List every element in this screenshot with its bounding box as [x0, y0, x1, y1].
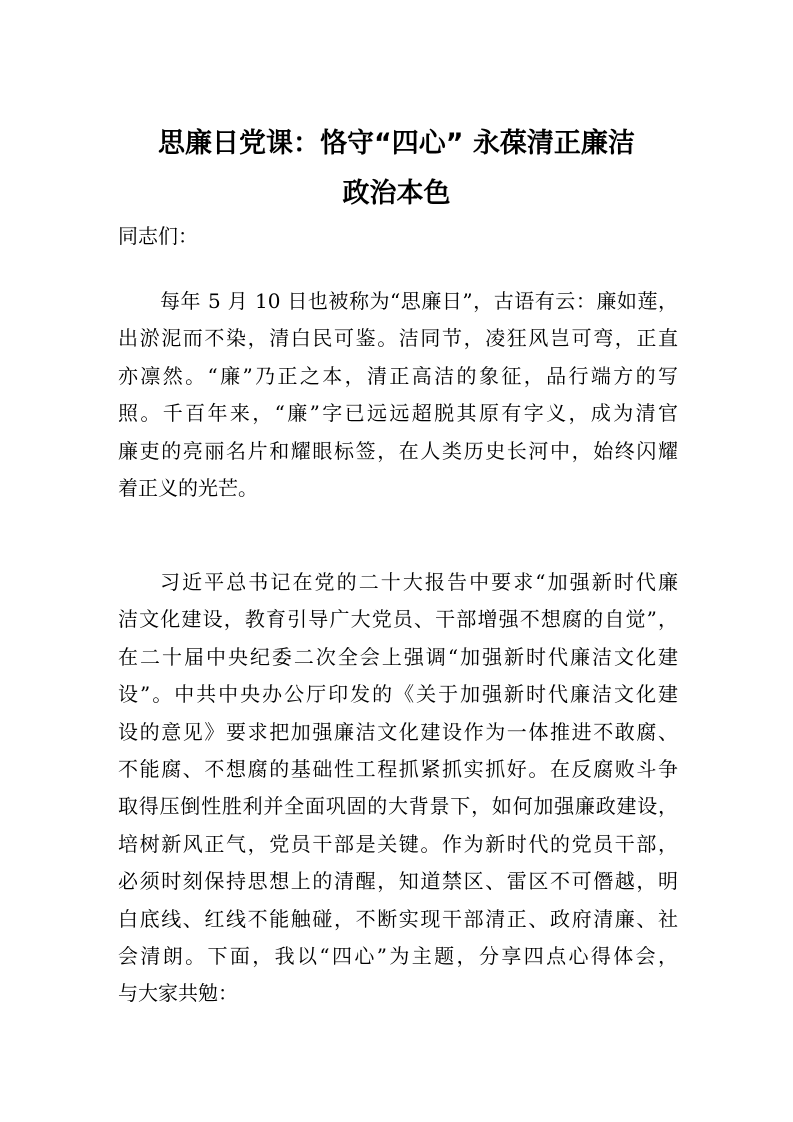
paragraph-line: 着正义的光芒。 [118, 475, 258, 500]
paragraph-line: 出淤泥而不染，清白民可鉴。洁同节，凌狂风岂可弯，正直 [118, 326, 678, 351]
paragraph-line: 白底线、红线不能触碰，不断实现干部清正、政府清廉、社 [118, 906, 678, 931]
paragraph-line: 培树新风正气，党员干部是关键。作为新时代的党员干部， [118, 831, 678, 856]
paragraph-line: 不能腐、不想腐的基础性工程抓紧抓实抓好。在反腐败斗争 [118, 756, 678, 781]
paragraph-line: 亦凛然。“廉”乃正之本，清正高洁的象征，品行端方的写 [118, 363, 678, 388]
paragraph-line: 设”。中共中央办公厅印发的《关于加强新时代廉洁文化建 [118, 682, 678, 707]
paragraph-line: 会清朗。下面，我以“四心”为主题，分享四点心得体会， [118, 943, 678, 968]
document-title-line-1: 思廉日党课：恪守“四心” 永葆清正廉洁 [158, 128, 635, 159]
paragraph-line: 必须时刻保持思想上的清醒，知道禁区、雷区不可僭越，明 [118, 869, 678, 894]
paragraph-line: 照。千百年来，“廉”字已远远超脱其原有字义，成为清官 [118, 401, 678, 426]
document-title-line-2: 政治本色 [342, 178, 451, 209]
salutation: 同志们： [118, 224, 198, 248]
paragraph-line: 洁文化建设，教育引导广大党员、干部增强不想腐的自觉”， [118, 607, 678, 632]
paragraph-1 [118, 283, 678, 507]
paragraph-line: 设的意见》要求把加强廉洁文化建设作为一体推进不敢腐、 [118, 719, 678, 744]
paragraph-line: 廉吏的亮丽名片和耀眼标签，在人类历史长河中，始终闪耀 [118, 438, 678, 463]
paragraph-line: 在二十届中央纪委二次全会上强调“加强新时代廉洁文化建 [118, 644, 678, 669]
paragraph-line: 取得压倒性胜利并全面巩固的大背景下，如何加强廉政建设， [118, 794, 678, 819]
paragraph-line: 每年 5 月 10 日也被称为“思廉日”，古语有云：廉如莲， [160, 289, 678, 313]
paragraph-line: 与大家共勉： [118, 981, 238, 1006]
paragraph-2 [118, 564, 678, 1013]
paragraph-line: 习近平总书记在党的二十大报告中要求“加强新时代廉 [160, 570, 678, 594]
